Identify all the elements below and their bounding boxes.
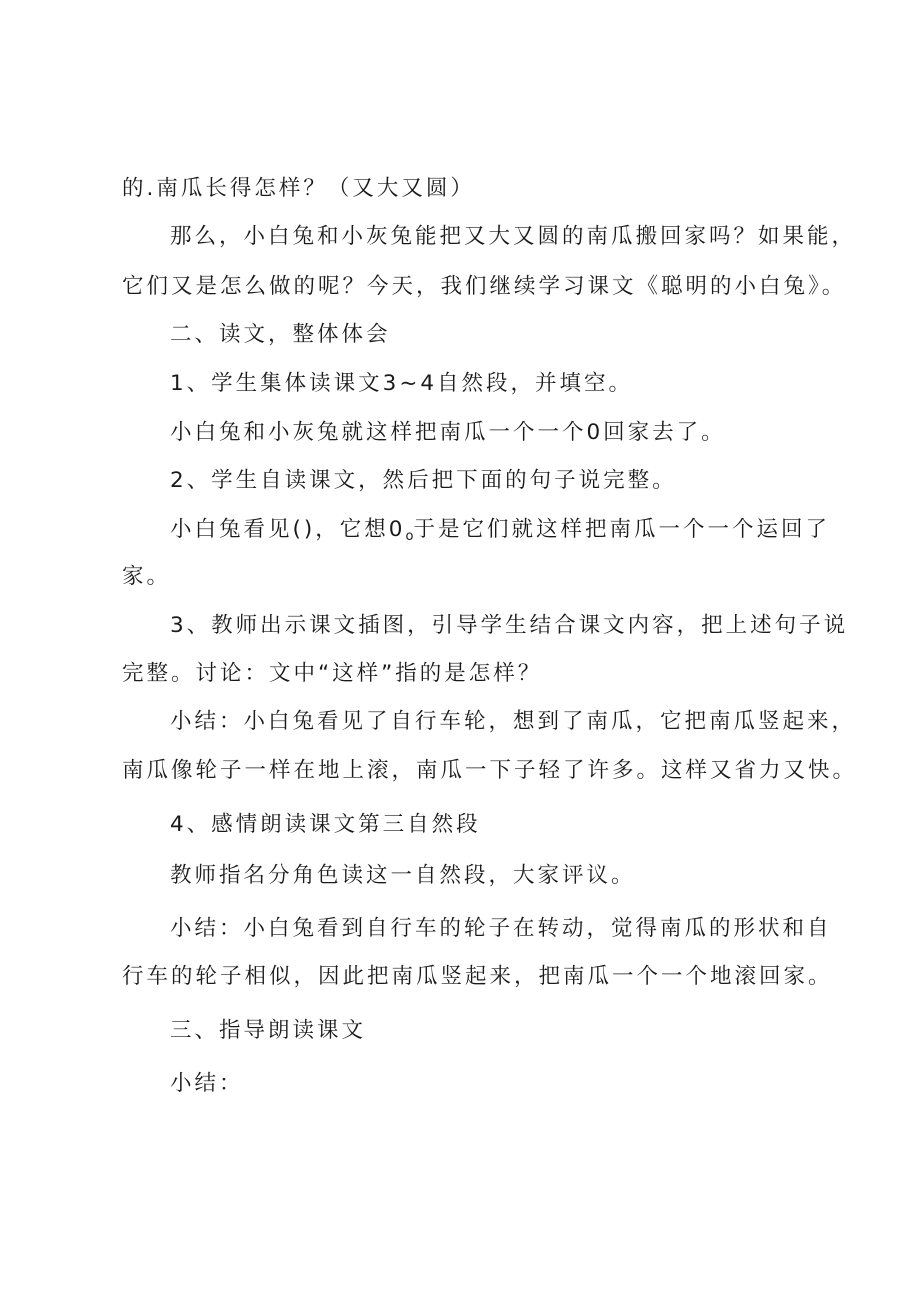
text-segment: 于是它们就这样把南瓜一个一个运回了	[413, 517, 830, 542]
text-line: 小结：	[170, 1071, 244, 1096]
text-line: 行车的轮子相似，因此把南瓜竖起来，把南瓜一个一个地滚回家。	[122, 964, 833, 989]
text-line: 小结：小白兔看见了自行车轮，想到了南瓜，它把南瓜竖起来，	[170, 709, 857, 734]
text-line: 2、学生自读课文，然后把下面的句子说完整。	[170, 468, 677, 493]
section-heading: 三、指导朗读课文	[170, 1018, 367, 1043]
text-line: 教师指名分角色读这一自然段，大家评议。	[170, 863, 636, 888]
text-line: 完整。讨论：文中“这样”指的是怎样？	[122, 661, 543, 686]
text-line: 它们又是怎么做的呢？今天，我们继续学习课文《聪明的小白兔》。	[122, 274, 847, 299]
subscript-mark: o	[405, 529, 414, 544]
text-line: 家。	[122, 564, 172, 589]
text-line: 小白兔和小灰兔就这样把南瓜一个一个0回家去了。	[170, 420, 726, 445]
text-line	[170, 519, 830, 543]
text-line: 那么，小白兔和小灰兔能把又大又圆的南瓜搬回家吗？如果能，	[170, 224, 857, 249]
text-segment: 小白兔看见()，它想0	[170, 517, 406, 542]
text-line: 1、学生集体读课文3~4自然段，并填空。	[170, 371, 634, 396]
text-line: 3、教师出示课文插图，引导学生结合课文内容，把上述句子说	[170, 613, 849, 638]
section-heading: 二、读文，整体体会	[170, 322, 391, 347]
text-line: 南瓜像轮子一样在地上滚，南瓜一下子轻了许多。这样又省力又快。	[122, 758, 858, 783]
text-line: 4、感情朗读课文第三自然段	[170, 812, 481, 837]
text-line: 的.南瓜长得怎样？（又大又圆）	[122, 176, 475, 201]
text-line: 小结：小白兔看到自行车的轮子在转动，觉得南瓜的形状和自	[170, 916, 832, 941]
